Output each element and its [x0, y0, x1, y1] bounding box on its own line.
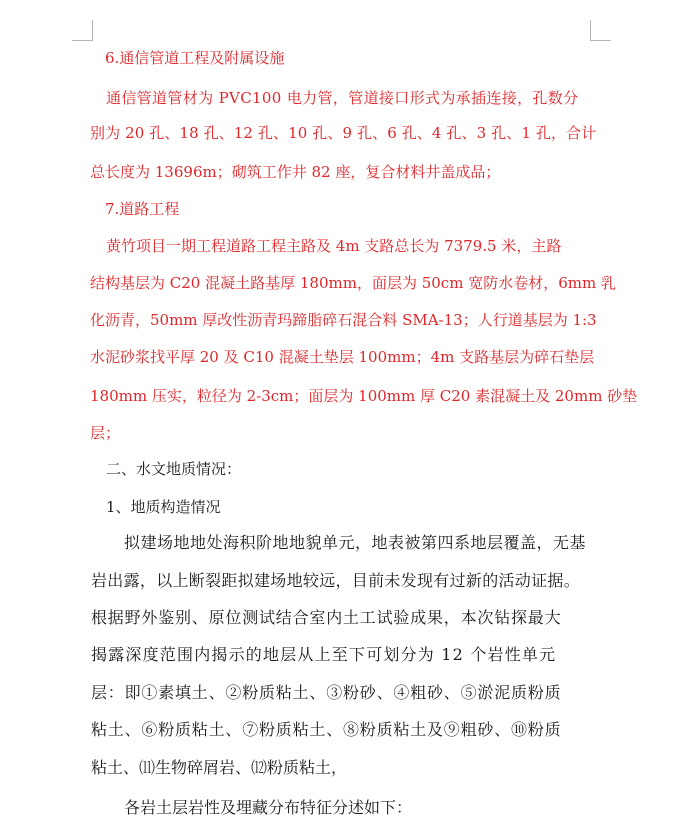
page-corner-mark-top-right: [590, 20, 611, 41]
hydro-line-5: 层：即①素填土、②粉质粘土、③粉砂、④粗砂、⑤淤泥质粉质: [91, 683, 562, 702]
hydro-line-1: 拟建场地地处海积阶地地貌单元，地表被第四系地层覆盖，无基: [124, 533, 587, 552]
section7-line-6: 层；: [90, 424, 121, 442]
hydro-closing: 各岩土层岩性及埋藏分布特征分述如下：: [124, 798, 413, 817]
section6-heading: 6.通信管道工程及附属设施: [105, 49, 285, 67]
hydro-line-6: 粘土、⑥粉质粘土、⑦粉质粘土、⑧粉质粘土及⑨粗砂、⑩粉质: [91, 720, 562, 739]
section7-line-5: 180mm 压实，粒径为 2-3cm；面层为 100mm 厚 C20 素混凝土及 20mm 砂垫: [90, 387, 638, 405]
hydro-line-3: 根据野外鉴别、原位测试结合室内土工试验成果，本次钻探最大: [91, 608, 562, 627]
section6-line-1: 通信管道管材为 PVC100 电力管，管道接口形式为承插连接，孔数分: [106, 89, 579, 107]
section7-line-2: 结构基层为 C20 混凝土路基厚 180mm，面层为 50cm 宽防水卷材，6mm 乳: [90, 274, 616, 292]
section7-line-1: 黄竹项目一期工程道路工程主路及 4m 支路总长为 7379.5 米，主路: [106, 237, 562, 255]
section7-line-4: 水泥砂浆找平厚 20 及 C10 混凝土垫层 100mm；4m 支路基层为碎石垫层: [90, 348, 595, 366]
hydro-line-7: 粘土、⑾生物碎屑岩、⑿粉质粘土，: [91, 758, 348, 777]
hydro-line-2: 岩出露，以上断裂距拟建场地较远，目前未发现有过新的活动证据。: [91, 571, 581, 590]
section7-heading: 7.道路工程: [105, 200, 180, 218]
hydro-heading: 二、水文地质情况：: [106, 460, 242, 478]
hydro-line-4: 揭露深度范围内揭示的地层从上至下可划分为 12 个岩性单元: [91, 645, 557, 664]
section6-line-3: 总长度为 13696m；砌筑工作井 82 座，复合材料井盖成品；: [90, 163, 501, 181]
page-corner-mark-top-left: [72, 20, 93, 41]
section6-line-2: 别为 20 孔、18 孔、12 孔、10 孔、9 孔、6 孔、4 孔、3 孔、1 孔，合计: [90, 124, 597, 142]
hydro-subheading: 1、地质构造情况: [106, 498, 221, 516]
section7-line-3: 化沥青，50mm 厚改性沥青玛蹄脂碎石混合料 SMA-13；人行道基层为 1:3: [90, 311, 597, 329]
